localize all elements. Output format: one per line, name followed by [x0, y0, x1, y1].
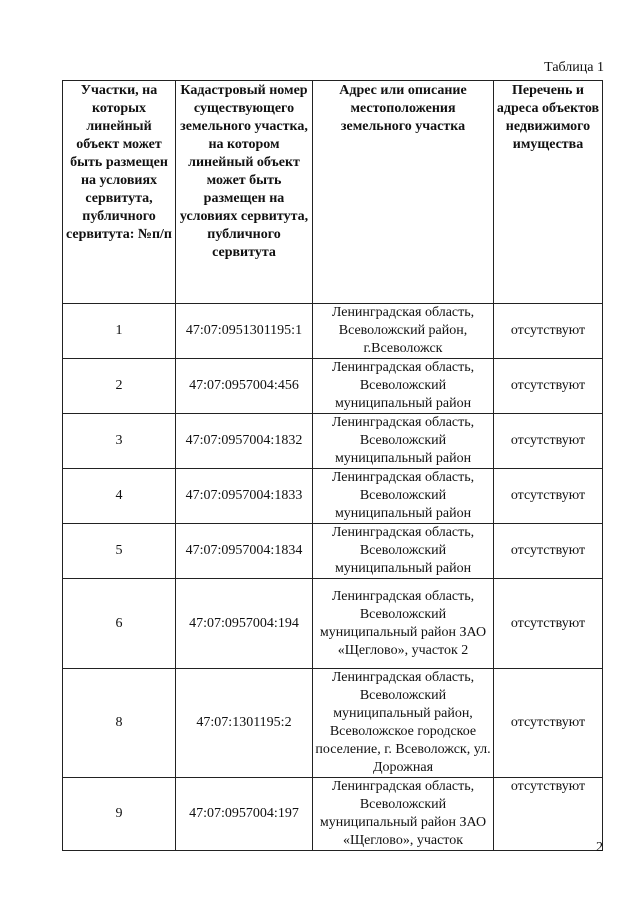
- cell-address: Ленинградская область, Всеволожский район, г.Всеволожск: [313, 304, 494, 359]
- land-plots-table: [62, 80, 603, 851]
- cell-address: Ленинградская область, Всеволожский муниципальный район: [313, 524, 494, 579]
- cell-cadastral-number: 47:07:0957004:456: [176, 359, 313, 414]
- cell-number: 9: [63, 778, 176, 851]
- cell-objects: отсутствуют: [494, 669, 603, 778]
- header-plot-number: Участки, на которых линейный объект может быть размещен на условиях сервитута, публичного сервитута: №п/п: [63, 81, 176, 304]
- table-row: [63, 669, 603, 778]
- page-number: 2: [596, 840, 603, 855]
- table-row: [63, 579, 603, 669]
- table-row: [63, 359, 603, 414]
- table-row: [63, 469, 603, 524]
- cell-cadastral-number: 47:07:0957004:194: [176, 579, 313, 669]
- table-row: [63, 414, 603, 469]
- cell-objects: отсутствуют: [494, 359, 603, 414]
- cell-address: Ленинградская область, Всеволожский муниципальный район: [313, 359, 494, 414]
- cell-objects: отсутствуют: [494, 414, 603, 469]
- header-cadastral-number: Кадастровый номер существующего земельного участка, на котором линейный объект может быть размещен на условиях сервитута, публичного сервитута: [176, 81, 313, 304]
- cell-cadastral-number: 47:07:0957004:197: [176, 778, 313, 851]
- cell-address: Ленинградская область, Всеволожский муниципальный район, Всеволожское городское поселение, г. Всеволожск, ул. Дорожная: [313, 669, 494, 778]
- table-caption: Таблица 1: [544, 60, 604, 75]
- cell-cadastral-number: 47:07:0957004:1833: [176, 469, 313, 524]
- cell-address: Ленинградская область, Всеволожский муниципальный район: [313, 469, 494, 524]
- header-address: Адрес или описание местоположения земельного участка: [313, 81, 494, 304]
- cell-number: 1: [63, 304, 176, 359]
- cell-number: 2: [63, 359, 176, 414]
- cell-objects: отсутствуют: [494, 469, 603, 524]
- cell-objects: отсутствуют: [494, 524, 603, 579]
- cell-cadastral-number: 47:07:0957004:1832: [176, 414, 313, 469]
- cell-number: 5: [63, 524, 176, 579]
- cell-cadastral-number: 47:07:1301195:2: [176, 669, 313, 778]
- cell-number: 4: [63, 469, 176, 524]
- cell-address: Ленинградская область, Всеволожский муниципальный район ЗАО «Щеглово», участок 2: [313, 579, 494, 669]
- table-row: [63, 304, 603, 359]
- cell-objects: отсутствуют: [494, 778, 603, 851]
- cell-address: Ленинградская область, Всеволожский муниципальный район: [313, 414, 494, 469]
- cell-cadastral-number: 47:07:0951301195:1: [176, 304, 313, 359]
- cell-address: Ленинградская область, Всеволожский муниципальный район ЗАО «Щеглово», участок: [313, 778, 494, 851]
- cell-cadastral-number: 47:07:0957004:1834: [176, 524, 313, 579]
- cell-objects: отсутствуют: [494, 304, 603, 359]
- header-real-estate-objects: Перечень и адреса объектов недвижимого имущества: [494, 81, 603, 304]
- table-row: [63, 778, 603, 851]
- cell-number: 3: [63, 414, 176, 469]
- cell-number: 6: [63, 579, 176, 669]
- cell-number: 8: [63, 669, 176, 778]
- cell-objects: отсутствуют: [494, 579, 603, 669]
- table-header-row: [63, 81, 603, 304]
- table-row: [63, 524, 603, 579]
